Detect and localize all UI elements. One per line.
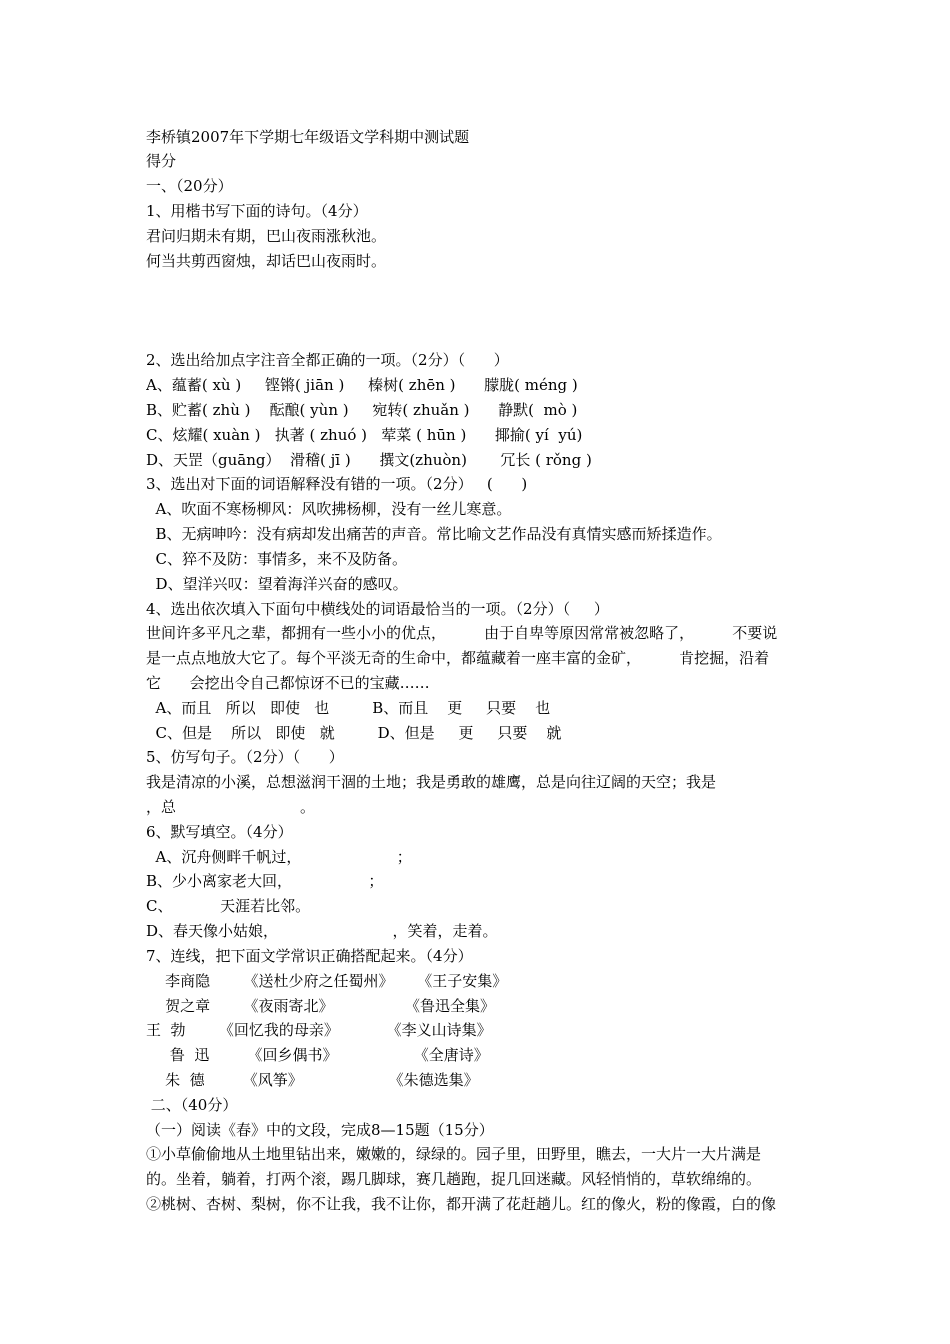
q4-options-cd: C、但是 所以 即使 就 D、但是 更 只要 就: [146, 724, 562, 742]
q7-row-2: 贺之章 《夜雨寄北》 《鲁迅全集》: [146, 997, 495, 1015]
q5-prompt-line-1: 我是清凉的小溪，总想滋润干涸的土地；我是勇敢的雄鹰，总是向往辽阔的天空；我是: [146, 773, 717, 791]
passage-line-2: 的。坐着，躺着，打两个滚，踢几脚球，赛几趟跑，捉几回迷藏。风轻悄悄的，草软绵绵的。: [146, 1170, 762, 1188]
section-1-heading: 一、（20分）: [146, 177, 233, 195]
section-2-heading: 二、（40分）: [146, 1096, 238, 1114]
exam-title: 李桥镇2007年下学期七年级语文学科期中测试题: [146, 128, 470, 146]
q3-option-c: C、猝不及防：事情多，来不及防备。: [146, 550, 408, 568]
poem-line-1: 君问归期未有期，巴山夜雨涨秋池。: [146, 227, 387, 245]
q3-option-d: D、望洋兴叹：望着海洋兴奋的感叹。: [146, 575, 408, 593]
passage-line-1: ①小草偷偷地从土地里钻出来，嫩嫩的，绿绿的。园子里，田野里，瞧去，一大片一大片满是: [146, 1145, 762, 1163]
q5-prompt-line-2: ，总 。: [146, 798, 315, 816]
question-6: 6、默写填空。（4分）: [146, 823, 293, 841]
q3-option-a: A、吹面不寒杨柳风：风吹拂杨柳，没有一丝儿寒意。: [146, 500, 512, 518]
q4-passage-line-2: 是一点点地放大它了。每个平淡无奇的生命中，都蕴藏着一座丰富的金矿， 肯挖掘，沿着: [146, 649, 770, 667]
q7-row-4: 鲁 迅 《回乡偶书》 《全唐诗》: [146, 1046, 489, 1064]
q2-option-a: A、蕴蓄( xù ) 铿锵( jiān ) 榛树( zhēn ) 朦胧( méng ): [146, 376, 578, 394]
q4-passage-line-1: 世间许多平凡之辈，都拥有一些小小的优点， 由于自卑等原因常常被忽略了， 不要说: [146, 624, 778, 642]
passage-line-3: ②桃树、杏树、梨树，你不让我，我不让你，都开满了花赶趟儿。红的像火，粉的像霞，白的像: [146, 1195, 777, 1213]
score-label: 得分: [146, 152, 177, 170]
q6-item-c: C、 天涯若比邻。: [146, 897, 311, 915]
question-1: 1、用楷书写下面的诗句。（4分）: [146, 202, 368, 220]
q2-option-c: C、炫耀( xuàn ) 执著 ( zhuó ) 荤菜 ( hūn ) 揶揄( yí yú): [146, 426, 583, 444]
question-7: 7、连线，把下面文学常识正确搭配起来。（4分）: [146, 947, 473, 965]
q7-row-5: 朱 德 《风筝》 《朱德选集》: [146, 1071, 479, 1089]
q3-option-b: B、无病呻吟：没有病却发出痛苦的声音。常比喻文艺作品没有真情实感而矫揉造作。: [146, 525, 722, 543]
question-4: 4、选出依次填入下面句中横线处的词语最恰当的一项。（2分）（ ）: [146, 600, 609, 618]
q2-option-d: D、天罡（guāng） 滑稽( jī ) 撰文(zhuòn) 冗长 ( rǒng ): [146, 451, 592, 469]
q6-item-b: B、少小离家老大回， ；: [146, 872, 384, 890]
question-5: 5、仿写句子。（2分）（ ）: [146, 748, 344, 766]
poem-line-2: 何当共剪西窗烛，却话巴山夜雨时。: [146, 252, 387, 270]
question-2: 2、选出给加点字注音全都正确的一项。（2分）（ ）: [146, 351, 509, 369]
reading-intro: （一）阅读《春》中的文段，完成8—15题（15分）: [146, 1121, 494, 1139]
q4-options-ab: A、而且 所以 即使 也 B、而且 更 只要 也: [146, 699, 551, 717]
q2-option-b: B、贮蓄( zhù ) 酝酿( yùn ) 宛转( zhuǎn ) 静默( mò ): [146, 401, 578, 419]
question-3: 3、选出对下面的词语解释没有错的一项。（2分） ( ): [146, 475, 528, 493]
q4-passage-line-3: 它 会挖出令自己都惊讶不已的宝藏……: [146, 674, 430, 692]
q7-row-3: 王 勃 《回忆我的母亲》 《李义山诗集》: [146, 1021, 492, 1039]
q6-item-d: D、春天像小姑娘， ，笑着，走着。: [146, 922, 498, 940]
q6-item-a: A、沉舟侧畔千帆过， ；: [146, 848, 412, 866]
q7-row-1: 李商隐 《送杜少府之任蜀州》 《王子安集》: [146, 972, 508, 990]
